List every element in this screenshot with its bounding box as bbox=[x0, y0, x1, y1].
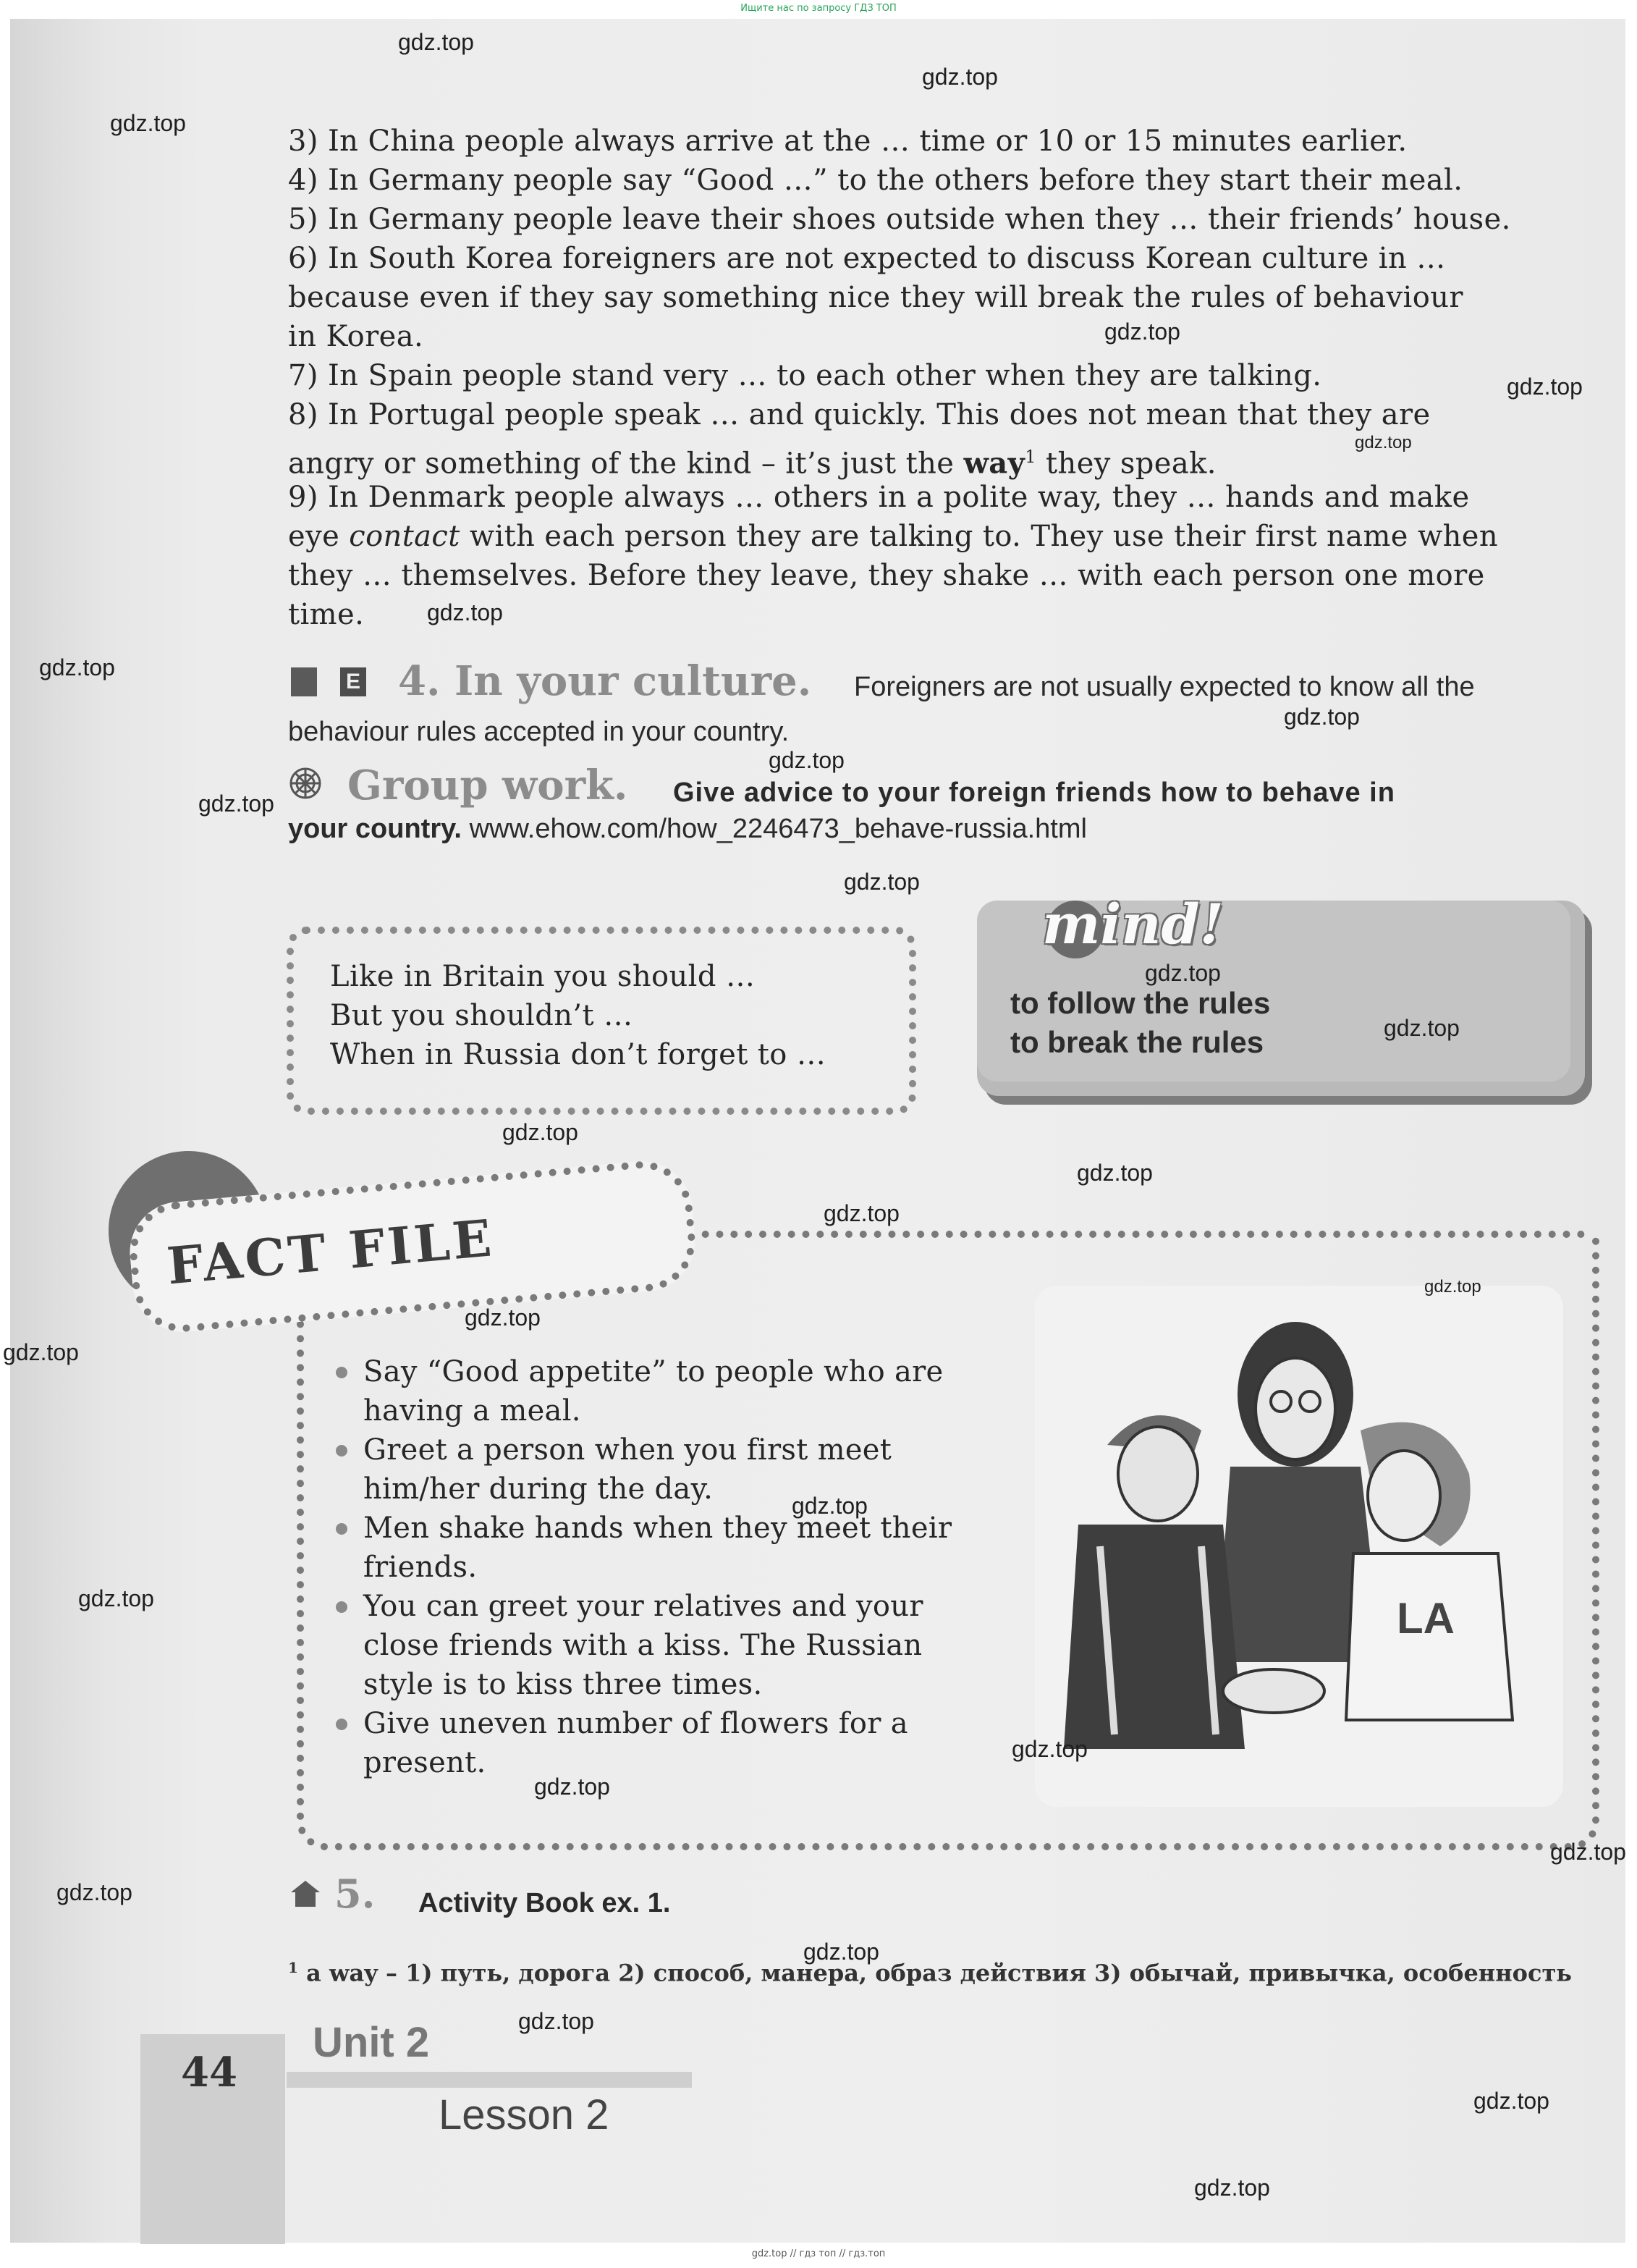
task4-text-1: Foreigners are not usually expected to know all the bbox=[854, 672, 1475, 702]
fact-file-dotted-rule bbox=[673, 1231, 1585, 1238]
bottom-banner: gdz.top // гдз топ // гдз.топ bbox=[751, 2248, 886, 2259]
unit-label: Unit 2 bbox=[313, 2019, 430, 2066]
group-work-text-1: Give advice to your foreign friends how to behave in bbox=[673, 777, 1395, 808]
watermark: gdz.top bbox=[56, 1879, 132, 1905]
group-work-heading: Group work. bbox=[347, 762, 628, 809]
watermark: gdz.top bbox=[769, 747, 845, 773]
workbook-icon bbox=[291, 667, 317, 696]
exercise-line-6a: 6) In South Korea foreigners are not expected to discuss Korean culture in … bbox=[288, 242, 1446, 275]
watermark: gdz.top bbox=[803, 1939, 879, 1965]
watermark: gdz.top bbox=[844, 869, 920, 895]
watermark: gdz.top bbox=[502, 1119, 578, 1145]
watermark: gdz.top bbox=[398, 29, 474, 55]
phrase-2: But you shouldn’t … bbox=[330, 999, 633, 1032]
fact-4-line-2: close friends with a kiss. The Russian bbox=[363, 1629, 923, 1662]
watermark: gdz.top bbox=[824, 1200, 900, 1226]
mind-box bbox=[977, 892, 1585, 1096]
fact-item bbox=[331, 1430, 997, 1509]
unit-underline bbox=[287, 2072, 692, 2088]
exercise-line-6b: because even if they say something nice they will break the rules of behaviour bbox=[288, 281, 1463, 314]
fact-item bbox=[331, 1587, 997, 1704]
task4-title: In your culture. bbox=[454, 657, 812, 705]
exercise-line-4: 4) In Germany people say “Good …” to the others before they start their meal. bbox=[288, 164, 1463, 197]
watermark: gdz.top bbox=[792, 1493, 868, 1519]
mind-line-2: to break the rules bbox=[1010, 1025, 1264, 1059]
group-icon bbox=[289, 767, 321, 799]
task5-number: 5. bbox=[334, 1871, 376, 1917]
exercise-line-9d: time. bbox=[288, 598, 365, 631]
watermark: gdz.top bbox=[1284, 704, 1360, 730]
your-country: your country. bbox=[288, 814, 462, 844]
footnote-number: 1 bbox=[288, 1959, 298, 1976]
task4-heading bbox=[398, 657, 811, 705]
task4-number: 4. bbox=[398, 657, 441, 705]
mind-title: mind! bbox=[1042, 892, 1224, 956]
watermark: gdz.top bbox=[518, 2008, 594, 2034]
word-contact: contact bbox=[349, 520, 460, 553]
exercise-line-9b bbox=[288, 517, 1598, 556]
group-work-url: www.ehow.com/how_2246473_behave-russia.html bbox=[469, 814, 1087, 844]
watermark: gdz.top bbox=[3, 1339, 79, 1365]
mind-panel bbox=[977, 892, 1570, 1082]
girls-illustration-svg bbox=[1035, 1286, 1563, 1807]
fact-file-list bbox=[331, 1352, 997, 1782]
lesson-label: Lesson 2 bbox=[439, 2091, 609, 2138]
exercise-line-6c: in Korea. bbox=[288, 320, 424, 353]
watermark: gdz.top bbox=[922, 64, 998, 90]
watermark: gdz.top bbox=[1104, 319, 1180, 345]
fact-4-line-1: You can greet your relatives and your bbox=[363, 1590, 923, 1623]
watermark: gdz.top bbox=[1473, 2088, 1549, 2114]
footnote bbox=[288, 1959, 1572, 1987]
watermark: gdz.top bbox=[1384, 1015, 1460, 1041]
page-number: 44 bbox=[181, 2049, 237, 2096]
e-icon: E bbox=[340, 667, 366, 696]
fact-4-line-3: style is to kiss three times. bbox=[363, 1668, 763, 1701]
watermark: gdz.top bbox=[1077, 1160, 1153, 1186]
mind-line-1: to follow the rules bbox=[1010, 986, 1271, 1020]
watermark: gdz.top bbox=[1012, 1736, 1088, 1762]
exercise-line-9a: 9) In Denmark people always … others in a polite way, they … hands and make bbox=[288, 481, 1470, 514]
fact-5-line-2: present. bbox=[363, 1746, 486, 1779]
watermark: gdz.top bbox=[110, 110, 186, 136]
fact-item bbox=[331, 1509, 997, 1587]
line-9b-start: eye bbox=[288, 520, 350, 553]
illustration-girls-handshake bbox=[1035, 1286, 1563, 1807]
watermark: gdz.top bbox=[78, 1585, 154, 1611]
word-way: way bbox=[963, 446, 1025, 481]
footnote-ref: 1 bbox=[1025, 447, 1036, 467]
watermark: gdz.top bbox=[534, 1774, 610, 1800]
watermark: gdz.top bbox=[465, 1304, 541, 1331]
exercise-line-3: 3) In China people always arrive at the … time or 10 or 15 minutes earlier. bbox=[288, 125, 1408, 158]
phrase-3: When in Russia don’t forget to … bbox=[330, 1038, 826, 1071]
watermark: gdz.top bbox=[39, 654, 115, 680]
fact-item bbox=[331, 1704, 997, 1782]
phrase-1: Like in Britain you should … bbox=[330, 960, 756, 993]
watermark: gdz.top bbox=[1194, 2175, 1270, 2201]
watermark: gdz.top bbox=[1355, 433, 1412, 452]
fact-2-line-1: Greet a person when you first meet bbox=[363, 1433, 892, 1467]
watermark: gdz.top bbox=[427, 599, 503, 625]
exercise-line-7: 7) In Spain people stand very … to each other when they are talking. bbox=[288, 359, 1322, 392]
footnote-text: a way – 1) путь, дорога 2) способ, манера, образ действия 3) обычай, привычка, особенность bbox=[306, 1959, 1573, 1987]
fact-2-line-2: him/her during the day. bbox=[363, 1472, 714, 1506]
svg-text:LA: LA bbox=[1397, 1594, 1455, 1643]
top-banner: Ищите нас по запросу ГДЗ ТОП bbox=[740, 3, 897, 14]
fact-file-title: FACT FILE bbox=[164, 1207, 497, 1297]
exercise-line-5: 5) In Germany people leave their shoes outside when they … their friends’ house. bbox=[288, 203, 1511, 236]
home-icon bbox=[289, 1879, 321, 1908]
exercise-line-9c: they … themselves. Before they leave, they shake … with each person one more bbox=[288, 559, 1485, 592]
fact-1-line-1: Say “Good appetite” to people who are bbox=[363, 1355, 944, 1388]
fact-5-line-1: Give uneven number of flowers for a bbox=[363, 1707, 908, 1740]
task5-text: Activity Book ex. 1. bbox=[418, 1888, 671, 1918]
fact-1-line-2: having a meal. bbox=[363, 1394, 581, 1428]
watermark: gdz.top bbox=[1507, 374, 1583, 400]
watermark: gdz.top bbox=[1550, 1839, 1626, 1865]
fact-3-line-2: friends. bbox=[363, 1551, 478, 1584]
group-work-text-2 bbox=[288, 814, 1087, 845]
watermark: gdz.top bbox=[198, 791, 274, 817]
line-8b-end: they speak. bbox=[1036, 447, 1217, 481]
fact-item bbox=[331, 1352, 997, 1430]
task4-text-2: behaviour rules accepted in your country. bbox=[288, 717, 790, 747]
line-9b-end: with each person they are talking to. They use their first name when bbox=[460, 520, 1499, 553]
exercise-line-8a: 8) In Portugal people speak … and quickly. This does not mean that they are bbox=[288, 398, 1431, 431]
fact-3-line-1: Men shake hands when they meet their bbox=[363, 1512, 952, 1545]
line-8b-start: angry or something of the kind – it’s just the bbox=[288, 447, 964, 481]
watermark: gdz.top bbox=[1424, 1277, 1481, 1297]
watermark: gdz.top bbox=[1145, 960, 1221, 986]
